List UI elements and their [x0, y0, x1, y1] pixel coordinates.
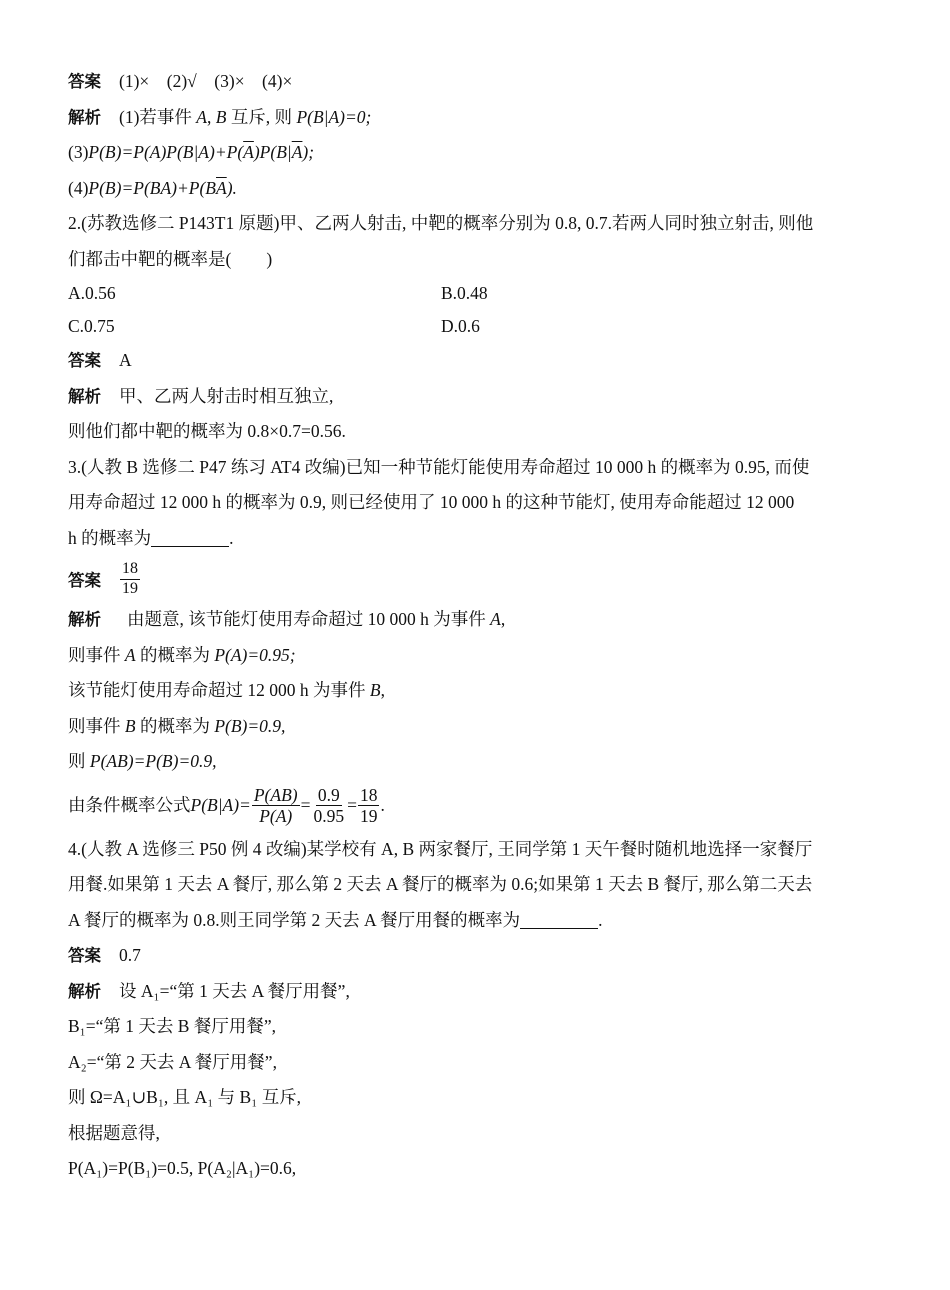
q1-analysis-line-4: $(4)P(B)=P(BA)+P(B\overline{A})$. — [68, 177, 237, 198]
answer-label: 答案 — [68, 351, 101, 370]
q4-stem-line-3: A 餐厅的概率为 0.8.则王同学第 2 天去 A 餐厅用餐的概率为 . — [68, 909, 603, 930]
q3-conditional-formula: 由条件概率公式 P(B|A)= $\frac{P(AB)}{P(A)}$ = $\frac{0.9}{0.95}$ = $\frac{18}{19}$ . — [68, 784, 385, 826]
q4-answer-line — [68, 938, 883, 974]
q1-analysis-line-1: 解析 (1)若事件 A, B 互斥, 则 P(B|A)=0; — [68, 106, 372, 127]
analysis-label: 解析 — [68, 107, 101, 127]
answer-blank — [151, 528, 229, 547]
q2-option-a: A.0.56 — [68, 283, 116, 303]
q3-answer-line — [68, 556, 141, 602]
q3-stem-line-3: h 的概率为 . — [68, 527, 234, 548]
q4-stem-line-1: 4.(人教 A 选修三 P50 例 4 改编)某学校有 A, B 两家餐厅, 王同学第 1 天午餐时随机地选择一家餐厅 — [68, 838, 813, 859]
q3-analysis-line-5: 则 P(AB)=P(B)=0.9, — [68, 751, 217, 771]
answer-label: 答案 — [68, 946, 101, 965]
q4-analysis-line-4: 则 Ω=A₁∪B₁, 且 A₁ 与 B₁ 互斥, — [68, 1087, 302, 1107]
q3-analysis-line-2: 则事件 A 的概率为 P(A)=0.95; — [68, 644, 296, 665]
q3-stem-line-1: 3.(人教 B 选修二 P47 练习 AT4 改编)已知一种节能灯能使用寿命超过 10 000 h 的概率为 0.95, 而使 — [68, 456, 810, 477]
q1-answer-line — [68, 64, 883, 100]
q3-analysis-line-1: 解析 由题意, 该节能灯使用寿命超过 10 000 h 为事件 A, — [68, 609, 506, 629]
q4-stem-line-2: 用餐.如果第 1 天去 A 餐厅, 那么第 2 天去 A 餐厅的概率为 0.6;如果第 1 天去 B 餐厅, 那么第二天去 — [68, 874, 813, 894]
q3-analysis-line-4: 则事件 B 的概率为 P(B)=0.9, — [68, 715, 286, 736]
answer-label: 答案 — [68, 72, 101, 91]
answer-blank — [520, 910, 598, 929]
q3-answer-fraction: $\frac{18}{19}$ — [122, 560, 138, 597]
q2-options-row-2 — [68, 310, 883, 343]
answer-label: 答案 — [68, 571, 101, 590]
q1-answer: (1)× (2)√ (3)× (4)× — [119, 71, 293, 91]
q4-analysis-line-2: B₁=“第 1 天去 B 餐厅用餐”, — [68, 1016, 276, 1036]
q1-analysis-line-3: $(3)P(B)=P(A)P(B|A)+P(\overline{A})P(B|\overline{A})$; — [68, 142, 315, 162]
fraction-pab-over-pa: $\frac{P(AB)}{P(A)}$ — [253, 784, 298, 826]
fraction-09-over-095: $\frac{0.9}{0.95}$ — [313, 784, 345, 826]
q2-analysis-line-1: 解析 甲、乙两人射击时相互独立, — [68, 385, 334, 406]
analysis-label: 解析 — [68, 981, 101, 1001]
analysis-label: 解析 — [68, 610, 101, 629]
q2-stem-line-2: 们都击中靶的概率是( ) — [68, 248, 273, 269]
fraction-18-over-19: $\frac{18}{19}$ — [359, 784, 378, 826]
q4-analysis-line-6: P(A₁)=P(B₁)=0.5, P(A₂|A₁)=0.6, — [68, 1158, 297, 1178]
q2-answer-line — [68, 343, 883, 379]
q2-stem-line-1: 2.(苏教选修二 P143T1 原题)甲、乙两人射击, 中靶的概率分别为 0.8, 0.7.若两人同时独立射击, 则他 — [68, 213, 814, 233]
q2-options-row-1 — [68, 277, 883, 310]
q2-option-c: C.0.75 — [68, 316, 115, 336]
q4-answer: 0.7 — [119, 945, 141, 965]
q4-analysis-line-5: 根据题意得, — [68, 1122, 160, 1143]
q2-option-b: B.0.48 — [441, 283, 488, 303]
q2-answer: A — [119, 350, 132, 370]
q4-analysis-line-3: A₂=“第 2 天去 A 餐厅用餐”, — [68, 1051, 277, 1072]
q3-stem-line-2: 用寿命超过 12 000 h 的概率为 0.9, 则已经使用了 10 000 h 的这种节能灯, 使用寿命能超过 12 000 — [68, 492, 795, 512]
q2-analysis-line-2: 则他们都中靶的概率为 0.8×0.7=0.56. — [68, 421, 346, 441]
analysis-label: 解析 — [68, 386, 101, 406]
q2-option-d: D.0.6 — [441, 316, 480, 336]
q3-analysis-line-3: 该节能灯使用寿命超过 12 000 h 为事件 B, — [68, 680, 385, 700]
document-page — [68, 64, 883, 1187]
q4-analysis-line-1: 解析 设 A₁=“第 1 天去 A 餐厅用餐”, — [68, 980, 350, 1001]
